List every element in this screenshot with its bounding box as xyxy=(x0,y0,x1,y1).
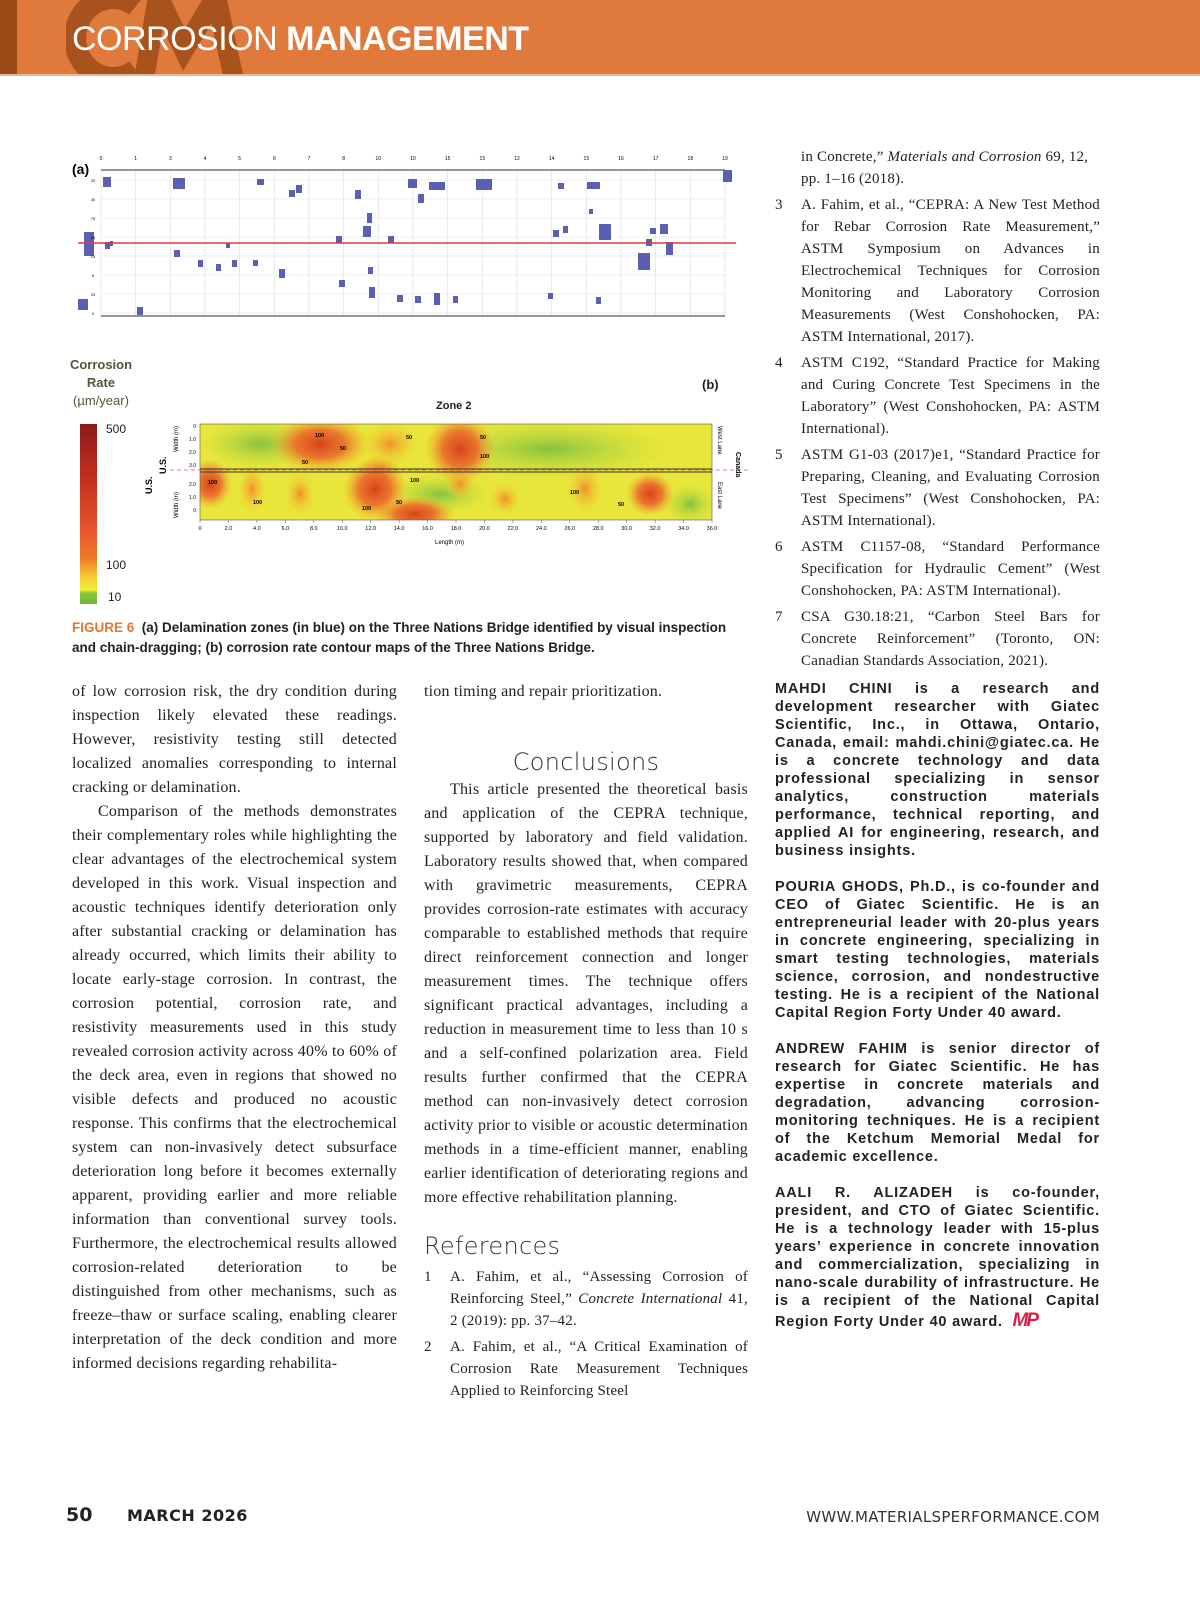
x-tick-label: 28.0 xyxy=(592,526,604,532)
x-tick-label: 24.0 xyxy=(535,526,547,532)
left-column xyxy=(72,680,397,1376)
header-accent-bar xyxy=(0,0,17,76)
figure-caption xyxy=(72,618,732,658)
delamination-zone xyxy=(78,299,88,310)
author-bio xyxy=(775,878,1100,1022)
delamination-zone xyxy=(296,185,302,193)
left-tick-label: 75 xyxy=(90,216,96,221)
reference-text xyxy=(450,1266,748,1332)
left-tick-label: 0 xyxy=(91,311,95,316)
colorbar-tick-500: 500 xyxy=(106,422,127,436)
paragraph: of low corrosion risk, the dry condition during inspection likely elevated these readings. However, resistivity testing still detected localized anomalies corresponding to internal cracking or delamination. xyxy=(72,683,397,796)
left-tick-label: 20 xyxy=(90,292,96,297)
delamination-zone xyxy=(453,296,458,303)
author-bio xyxy=(775,1184,1100,1332)
title-light: CORROSION xyxy=(72,20,287,58)
delamination-zone xyxy=(279,269,285,278)
issue-date: MARCH 2026 xyxy=(127,1506,248,1525)
delamination-zone xyxy=(650,228,656,234)
x-tick-label: 36.0 xyxy=(706,526,718,532)
delamination-zone xyxy=(548,293,553,299)
delamination-zone xyxy=(660,224,668,234)
reference-item xyxy=(424,1266,748,1332)
delamination-zone xyxy=(253,260,258,266)
figure-label: FIGURE 6 xyxy=(72,620,135,635)
ref-pre: in Concrete,” xyxy=(801,149,888,165)
reference-text: ASTM G1-03 (2017)e1, “Standard Practice for Preparing, Cleaning, and Evaluating Corrosion Test Specimens” (West Conshohocken, PA: ASTM International). xyxy=(801,447,1100,529)
left-tick-label: 5 xyxy=(91,273,95,278)
header-divider xyxy=(0,74,1200,76)
x-tick-label: 8.0 xyxy=(309,526,318,532)
left-tick-label: 15 xyxy=(90,254,96,259)
top-tick-label: 3 xyxy=(168,156,172,162)
delamination-zone xyxy=(198,260,203,267)
reference-number: 4 xyxy=(775,355,783,371)
colorbar-title-2: Rate xyxy=(86,375,116,390)
left-tick-label: 30 xyxy=(90,197,96,202)
x-tick-label: 32.0 xyxy=(649,526,661,532)
colorbar-title-1: Corrosion xyxy=(69,357,133,372)
width-tick-label: 0 xyxy=(193,508,196,514)
panel-a-label: (a) xyxy=(72,161,90,177)
delamination-zone xyxy=(429,182,445,190)
us-label-outer: U.S. xyxy=(144,476,154,494)
reference-item xyxy=(775,194,1100,348)
delamination-zone xyxy=(587,182,600,189)
contour-field xyxy=(188,414,715,532)
top-tick-label: 15 xyxy=(583,156,590,162)
width-label-top: Width (m) xyxy=(174,426,180,452)
top-tick-label: 19 xyxy=(722,156,728,162)
website-link[interactable]: WWW.MATERIALSPERFORMANCE.COM xyxy=(806,1508,1100,1526)
contour-label: 100 xyxy=(253,500,263,506)
delamination-zone xyxy=(666,242,673,255)
references-list xyxy=(424,1266,748,1402)
reference-text: ASTM C1157-08, “Standard Performance Specification for Hydraulic Cement” (West Conshohocken, PA: ASTM International). xyxy=(801,539,1100,599)
ref-pre: A. Fahim, et al., “Assessing Corrosion of Reinforcing Steel,” xyxy=(450,1269,748,1307)
delamination-zone xyxy=(257,179,264,185)
top-tick-label: 7 xyxy=(307,156,311,162)
contour-label: 100 xyxy=(315,433,325,439)
bio-text: AALI R. ALIZADEH is co-founder, president, and CTO of Giatec Scientific. He is a technology leader with 15-plus years’ experience in concrete innovation and commercialization, specializing in nano-scale durability of infrastructure. He is a recipient of the National Capital Region Forty Under 40 award. xyxy=(775,1185,1100,1330)
contour-label: 50 xyxy=(406,435,413,441)
x-tick-label: 26.0 xyxy=(564,526,576,532)
reference-item xyxy=(775,606,1100,672)
delamination-zone xyxy=(232,260,237,267)
delamination-zone xyxy=(339,280,345,287)
width-tick-label: 0 xyxy=(193,424,196,430)
section-header xyxy=(0,0,1200,76)
section-title xyxy=(72,20,529,59)
delamination-zone xyxy=(563,226,568,233)
panel-b-label: (b) xyxy=(702,377,719,392)
page-number: 50 xyxy=(66,1504,93,1526)
delamination-zone xyxy=(368,267,373,274)
reference-item xyxy=(775,536,1100,602)
contour-label: 100 xyxy=(208,480,218,486)
ref-post: 69, 12, pp. 1–16 (2018). xyxy=(801,149,1089,187)
delamination-zone xyxy=(553,230,559,237)
width-tick-label: 1.0 xyxy=(189,495,196,501)
width-tick-label: 3.0 xyxy=(189,463,196,469)
delamination-zone xyxy=(415,296,421,303)
contour-label: 100 xyxy=(570,490,580,496)
paragraph: Comparison of the methods demonstrates their complementary roles while highlighting the clear advantages of the electrochemical system developed in this work. Visual inspection and acoustic techniques identify deterioration only after substantial cracking or delamination has already occurred, which limits their ability to locate early-stage corrosion. In contrast, the corrosion potential, corrosion rate, and resistivity measurements used in this study revealed corrosion activity across 40% to 60% of the deck area, even in regions that showed no visible defects and produced no acoustic response. This confirms that the electrochemical system can non-invasively detect subsurface deterioration long before it becomes externally apparent, providing earlier and more reliable information than conventional survey tools. Furthermore, the electrochemical results allowed corrosion-related deterioration to be distinguished from other mechanisms, such as freeze–thaw or surface scaling, enabling clearer interpretation of the deck condition and more informed decisions regarding rehabilita- xyxy=(72,803,397,1372)
contour-label: 50 xyxy=(302,460,309,466)
bio-text: POURIA GHODS, Ph.D., is co-founder and CEO of Giatec Scientific. He is an entrepreneurial leader with 20-plus years in concrete engineering, specializing in smart testing technologies, materials science, corrosion, and nondestructive testing. He is a recipient of the National Capital Region Forty Under 40 award. xyxy=(775,879,1100,1021)
top-tick-label: 16 xyxy=(618,156,624,162)
reference-number: 6 xyxy=(775,539,783,555)
figure-6a-delamination-map xyxy=(68,148,748,328)
contour-label: 100 xyxy=(410,478,420,484)
x-tick-label: 20.0 xyxy=(479,526,490,532)
middle-column xyxy=(424,680,748,1406)
reference-number: 2 xyxy=(424,1339,432,1355)
canada-label: Canada xyxy=(734,452,741,478)
width-label-bottom: Width (m) xyxy=(174,492,180,518)
x-tick-label: 22.0 xyxy=(507,526,519,532)
top-tick-label: 17 xyxy=(652,156,659,162)
ref-post: 41, 2 (2019): pp. 37–42. xyxy=(450,1291,748,1329)
conclusions-heading: Conclusions xyxy=(512,748,660,776)
ref-journal: Concrete International xyxy=(578,1291,723,1307)
delamination-zone xyxy=(367,213,372,223)
delamination-zone xyxy=(103,177,111,187)
delamination-zone xyxy=(137,307,143,315)
colorbar-title xyxy=(66,356,136,410)
x-tick-label: 14.0 xyxy=(393,526,405,532)
delamination-zone xyxy=(476,179,492,190)
contour-label: 50 xyxy=(396,500,403,506)
paragraph-continuation: tion timing and repair prioritization. xyxy=(424,683,663,700)
top-tick-label: 1 xyxy=(134,156,138,162)
contour-label: 100 xyxy=(480,454,490,460)
top-tick-label: 12 xyxy=(514,156,520,162)
reference-number: 3 xyxy=(775,197,783,213)
reference-text: ASTM C192, “Standard Practice for Making and Curing Concrete Test Specimens in the Laboratory” (West Conshohocken, PA: ASTM International). xyxy=(801,355,1100,437)
delamination-zone xyxy=(599,224,611,240)
contour-label: 100 xyxy=(362,506,372,512)
reference-item xyxy=(775,352,1100,440)
zone-title: Zone 2 xyxy=(436,400,472,412)
delamination-zone xyxy=(363,226,371,237)
top-tick-label: 10 xyxy=(375,156,382,162)
east-lane-label: East Lane xyxy=(716,482,722,510)
top-tick-label: 18 xyxy=(687,156,694,162)
left-tick-label: 25 xyxy=(90,235,96,240)
colorbar-tick-10: 10 xyxy=(108,590,122,604)
delamination-zone xyxy=(174,250,180,257)
x-tick-label: 18.0 xyxy=(450,526,462,532)
contour-label: 50 xyxy=(340,446,347,452)
x-tick-label: 0 xyxy=(198,526,202,532)
delamination-zones xyxy=(78,170,736,315)
author-bio xyxy=(775,1040,1100,1166)
top-tick-label: 5 xyxy=(238,156,242,162)
width-tick-label: 2.0 xyxy=(189,450,196,456)
x-tick-label: 2.0 xyxy=(224,526,233,532)
ref-journal: Materials and Corrosion xyxy=(887,149,1042,165)
conclusions-paragraph: This article presented the theoretical basis and application of the CEPRA technique, supported by laboratory and field validation. Laboratory results showed that, when compared with gravimetric measurements, CEPRA provides corrosion-rate estimates with accuracy comparable to established methods that require direct reinforcement connection and longer measurement times. The technique offers significant practical advantages, including a reduction in measurement time to less than 10 s and a self-confined polarization area. Field results further confirmed that the CEPRA method can non-invasively detect corrosion activity prior to visible or acoustic determination methods in a time-efficient manner, enabling earlier identification of deteriorating regions and more effective rehabilitation planning. xyxy=(424,781,748,1206)
top-tick-label: 14 xyxy=(548,156,555,162)
delamination-zone xyxy=(397,295,403,302)
x-tick-label: 10.0 xyxy=(336,526,348,532)
author-bios xyxy=(775,680,1100,1332)
x-tick-label: 4.0 xyxy=(253,526,261,532)
width-tick-label: 2.0 xyxy=(189,482,196,488)
x-tick-label: 12.0 xyxy=(365,526,377,532)
right-column xyxy=(775,146,1100,1350)
title-bold: MANAGEMENT xyxy=(286,20,529,58)
top-tick-label: 4 xyxy=(203,156,207,162)
delamination-zone xyxy=(336,236,342,243)
colorbar-title-3: (µm/year) xyxy=(73,393,129,408)
delamination-zone xyxy=(388,236,394,243)
caption-text: (a) Delamination zones (in blue) on the Three Nations Bridge identified by visual inspection and chain-dragging; (b) corrosion rate contour maps of the Three Nations Bridge. xyxy=(72,620,727,655)
author-bio xyxy=(775,680,1100,860)
delamination-zone xyxy=(434,293,440,305)
reference-text: A. Fahim, et al., “A Critical Examination of Corrosion Rate Measurement Techniques Applied to Reinforcing Steel xyxy=(450,1339,748,1399)
delamination-zone xyxy=(589,209,593,214)
x-tick-label: 34.0 xyxy=(678,526,689,532)
delamination-zone xyxy=(289,190,295,197)
delamination-zone xyxy=(418,194,424,203)
x-tick-label: 30.0 xyxy=(621,526,633,532)
x-axis-label: Length (m) xyxy=(435,540,465,546)
delamination-zone xyxy=(723,170,732,182)
x-tick-label: 16.0 xyxy=(422,526,433,532)
delamination-zone xyxy=(216,264,221,271)
top-tick-label: 8 xyxy=(342,156,346,162)
reference-item xyxy=(775,444,1100,532)
delamination-zone xyxy=(408,179,417,188)
references-heading: References xyxy=(424,1232,561,1260)
reference-text: CSA G30.18:21, “Carbon Steel Bars for Concrete Reinforcement” (Toronto, ON: Canadian Standards Association, 2021). xyxy=(801,609,1100,669)
reference-item xyxy=(424,1336,748,1402)
delamination-zone xyxy=(558,183,564,189)
us-label-inner: U.S. xyxy=(158,456,168,474)
delamination-zone xyxy=(596,297,601,304)
colorbar-tick-100: 100 xyxy=(106,558,127,572)
delamination-zone xyxy=(355,190,361,199)
top-tick-label: 6 xyxy=(272,156,276,162)
width-tick-label: 1.0 xyxy=(189,437,196,443)
delamination-zone xyxy=(369,287,375,298)
top-tick-label: 10 xyxy=(410,156,416,162)
reference-text: A. Fahim, et al., “CEPRA: A New Test Method for Rebar Corrosion Rate Measurement,” ASTM Symposium on Advances in Electrochemical Techniques for Corrosion Monitoring and Laboratory Corrosion Measurements (West Conshohocken, PA: ASTM International, 2017). xyxy=(801,197,1100,345)
delamination-zone xyxy=(173,178,185,189)
top-tick-label: 15 xyxy=(479,156,486,162)
bio-text: ANDREW FAHIM is senior director of research for Giatec Scientific. He has expertise in concrete materials and degradation, advancing corrosion-monitoring techniques. He is a recipient of the Ketchum Memorial Medal for academic excellence. xyxy=(775,1041,1100,1165)
reference-number: 7 xyxy=(775,609,783,625)
top-tick-label: 0 xyxy=(99,156,103,162)
figure-6b-contour-map xyxy=(130,414,750,554)
delamination-zone xyxy=(638,253,650,270)
west-lane-label: West Lane xyxy=(716,426,722,455)
top-tick-label: 15 xyxy=(444,156,451,162)
bio-text: MAHDI CHINI is a research and development researcher with Giatec Scientific, Inc., in Ottawa, Ontario, Canada, email: mahdi.chini@giatec.ca. He is a concrete technology and data professional specializing in sensor analytics, construction materials performance, technical reporting, and applied AI for engineering, research, and business insights. xyxy=(775,681,1100,859)
colorbar xyxy=(80,424,97,604)
left-tick-label: 20 xyxy=(90,178,96,183)
reference-number: 1 xyxy=(424,1269,432,1285)
contour-label: 50 xyxy=(480,435,487,441)
reference-number: 5 xyxy=(775,447,783,463)
x-tick-label: 6.0 xyxy=(281,526,290,532)
mp-end-mark-logo: MP xyxy=(1012,1310,1038,1331)
reference-continuation xyxy=(775,146,1100,190)
contour-label: 50 xyxy=(618,502,625,508)
